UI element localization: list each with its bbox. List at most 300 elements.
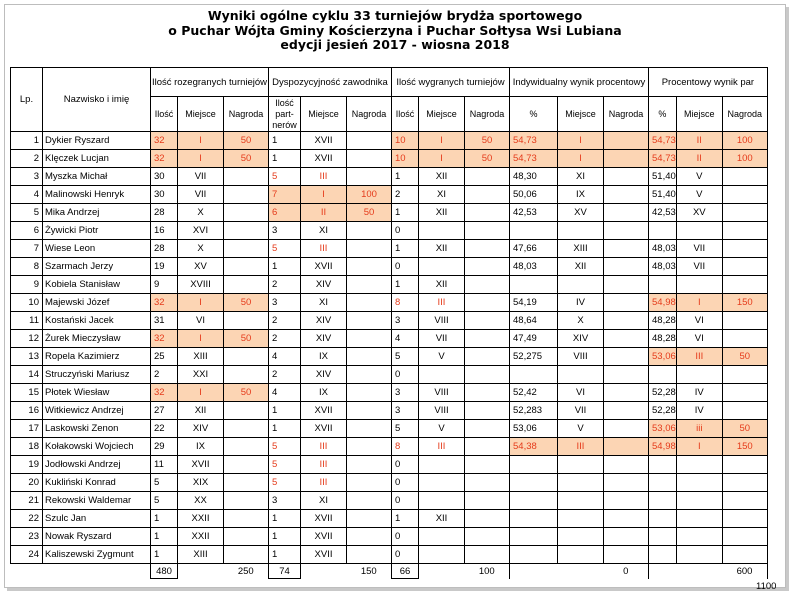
header-pair-percent: % — [649, 97, 677, 132]
cell-won-prize — [465, 330, 510, 348]
cell-avail-prize — [347, 150, 392, 168]
cell-pair-place — [676, 546, 722, 564]
cell-won-prize — [465, 258, 510, 276]
cell-pair-place — [676, 492, 722, 510]
cell-played-place: XX — [178, 492, 224, 510]
cell-won-place: XI — [419, 186, 465, 204]
cell-played: 30 — [151, 168, 178, 186]
cell-pair-place: VI — [676, 330, 722, 348]
cell-ind-pct — [510, 492, 558, 510]
cell-avail-place: XI — [301, 492, 347, 510]
cell-won-prize — [465, 240, 510, 258]
cell-avail-prize: 50 — [347, 204, 392, 222]
cell-ind-prize — [604, 456, 649, 474]
cell-ind-pct — [510, 474, 558, 492]
cell-pair-place: VII — [676, 258, 722, 276]
cell-ind-prize — [604, 168, 649, 186]
cell-played: 28 — [151, 204, 178, 222]
cell-pair-pct — [649, 492, 677, 510]
cell-ind-pct: 48,30 — [510, 168, 558, 186]
cell-pair-prize — [722, 258, 767, 276]
cell-won: 1 — [392, 510, 419, 528]
cell-name: Laskowski Zenon — [43, 420, 151, 438]
cell-won: 0 — [392, 222, 419, 240]
cell-avail-place: XVII — [301, 546, 347, 564]
cell-ind-prize — [604, 366, 649, 384]
cell-pair-place: VII — [676, 240, 722, 258]
cell-avail-prize — [347, 294, 392, 312]
cell-played-place: XVIII — [178, 276, 224, 294]
cell-pair-place: I — [676, 438, 722, 456]
cell-played-place: XIII — [178, 348, 224, 366]
cell-ind-place: IX — [558, 186, 604, 204]
cell-played: 32 — [151, 384, 178, 402]
cell-name: Dykier Ryszard — [43, 132, 151, 150]
cell-avail-place: XVII — [301, 132, 347, 150]
cell-ind-prize — [604, 222, 649, 240]
cell-pair-place — [676, 474, 722, 492]
cell-won: 2 — [392, 186, 419, 204]
cell-partners: 2 — [269, 276, 301, 294]
cell-won-prize — [465, 348, 510, 366]
cell-played: 16 — [151, 222, 178, 240]
cell-lp: 21 — [11, 492, 43, 510]
cell-played: 25 — [151, 348, 178, 366]
cell-played-prize — [224, 474, 269, 492]
cell-avail-place: XVII — [301, 258, 347, 276]
cell-played-place: XXII — [178, 510, 224, 528]
cell-avail-place: II — [301, 204, 347, 222]
cell-pair-prize: 50 — [722, 348, 767, 366]
table-row — [11, 546, 768, 564]
cell-lp: 7 — [11, 240, 43, 258]
title-line-1: Wyniki ogólne cyklu 33 turniejów brydża sportowego — [207, 8, 583, 23]
cell-lp: 23 — [11, 528, 43, 546]
cell-ind-pct — [510, 366, 558, 384]
cell-ind-pct: 52,42 — [510, 384, 558, 402]
header-ind-percent: % — [510, 97, 558, 132]
cell-ind-prize — [604, 204, 649, 222]
cell-played-place: I — [178, 384, 224, 402]
cell-partners: 6 — [269, 204, 301, 222]
cell-won: 1 — [392, 168, 419, 186]
header-avail-prize: Nagroda — [347, 97, 392, 132]
table-row — [11, 294, 768, 312]
table-row — [11, 492, 768, 510]
cell-partners: 1 — [269, 510, 301, 528]
cell-partners: 1 — [269, 528, 301, 546]
cell-ind-pct — [510, 222, 558, 240]
table-row — [11, 528, 768, 546]
cell-partners: 1 — [269, 150, 301, 168]
cell-lp: 16 — [11, 402, 43, 420]
cell-pair-pct: 48,28 — [649, 312, 677, 330]
results-sheet — [4, 4, 786, 592]
cell-played-place: XXI — [178, 366, 224, 384]
cell-pair-pct: 51,40 — [649, 168, 677, 186]
cell-played-place: IX — [178, 438, 224, 456]
results-table — [10, 67, 768, 579]
header-pair-prize: Nagroda — [722, 97, 767, 132]
cell-lp: 5 — [11, 204, 43, 222]
table-row — [11, 312, 768, 330]
cell-won-prize — [465, 546, 510, 564]
cell-ind-prize — [604, 150, 649, 168]
cell-won-place — [419, 546, 465, 564]
cell-won-place: XII — [419, 240, 465, 258]
header-lp: Lp. — [11, 68, 43, 132]
cell-avail-place: III — [301, 438, 347, 456]
cell-played-prize — [224, 528, 269, 546]
cell-partners: 5 — [269, 438, 301, 456]
cell-played-place: X — [178, 240, 224, 258]
cell-played-prize — [224, 366, 269, 384]
cell-won-place: XII — [419, 168, 465, 186]
cell-won-place: III — [419, 438, 465, 456]
table-row — [11, 438, 768, 456]
cell-lp: 11 — [11, 312, 43, 330]
table-row — [11, 186, 768, 204]
cell-pair-place: V — [676, 186, 722, 204]
cell-pair-prize — [722, 204, 767, 222]
cell-ind-pct: 47,49 — [510, 330, 558, 348]
cell-ind-prize — [604, 312, 649, 330]
cell-won: 3 — [392, 402, 419, 420]
cell-won-place: XII — [419, 276, 465, 294]
cell-won-prize — [465, 276, 510, 294]
cell-pair-place — [676, 528, 722, 546]
cell-won-place — [419, 222, 465, 240]
cell-played-place: XIV — [178, 420, 224, 438]
cell-played-place: VII — [178, 168, 224, 186]
cell-ind-prize — [604, 294, 649, 312]
cell-ind-prize — [604, 258, 649, 276]
cell-partners: 2 — [269, 366, 301, 384]
cell-avail-place: III — [301, 168, 347, 186]
cell-lp: 18 — [11, 438, 43, 456]
cell-played-prize — [224, 510, 269, 528]
cell-lp: 4 — [11, 186, 43, 204]
cell-lp: 9 — [11, 276, 43, 294]
cell-won: 8 — [392, 294, 419, 312]
cell-pair-prize: 50 — [722, 420, 767, 438]
cell-ind-place: I — [558, 150, 604, 168]
cell-name: Rekowski Waldemar — [43, 492, 151, 510]
cell-avail-prize — [347, 168, 392, 186]
cell-lp: 1 — [11, 132, 43, 150]
cell-partners: 1 — [269, 258, 301, 276]
cell-ind-pct: 54,73 — [510, 150, 558, 168]
table-row — [11, 132, 768, 150]
total-partners: 74 — [269, 564, 301, 579]
cell-won-place — [419, 456, 465, 474]
header-group-individual: Indywidualny wynik procentowy — [510, 68, 649, 97]
cell-played-place: I — [178, 150, 224, 168]
cell-won-prize — [465, 438, 510, 456]
cell-pair-prize — [722, 186, 767, 204]
cell-played-prize — [224, 258, 269, 276]
cell-ind-place: I — [558, 132, 604, 150]
cell-avail-prize — [347, 366, 392, 384]
cell-pair-prize — [722, 330, 767, 348]
cell-ind-place: XV — [558, 204, 604, 222]
cell-ind-place — [558, 528, 604, 546]
cell-partners: 5 — [269, 456, 301, 474]
cell-pair-prize — [722, 312, 767, 330]
cell-partners: 1 — [269, 402, 301, 420]
cell-won: 0 — [392, 258, 419, 276]
cell-avail-prize — [347, 546, 392, 564]
cell-pair-prize: 150 — [722, 438, 767, 456]
cell-played-place: XIX — [178, 474, 224, 492]
table-row — [11, 420, 768, 438]
cell-played-prize: 50 — [224, 132, 269, 150]
cell-ind-place: IV — [558, 294, 604, 312]
cell-avail-prize — [347, 240, 392, 258]
cell-played: 32 — [151, 294, 178, 312]
cell-played: 30 — [151, 186, 178, 204]
header-pair-place: Miejsce — [676, 97, 722, 132]
cell-name: Kołakowski Wojciech — [43, 438, 151, 456]
cell-won-place: III — [419, 294, 465, 312]
grand-total: 1100 — [756, 581, 777, 592]
cell-pair-pct — [649, 474, 677, 492]
cell-played: 11 — [151, 456, 178, 474]
cell-played-prize: 50 — [224, 384, 269, 402]
cell-name: Kaliszewski Zygmunt — [43, 546, 151, 564]
cell-ind-place: XIV — [558, 330, 604, 348]
cell-partners: 2 — [269, 312, 301, 330]
cell-avail-place: XVII — [301, 402, 347, 420]
cell-ind-prize — [604, 384, 649, 402]
cell-played-place: VI — [178, 312, 224, 330]
cell-played-prize — [224, 186, 269, 204]
header-avail-place: Miejsce — [301, 97, 347, 132]
table-row — [11, 168, 768, 186]
cell-ind-place: VI — [558, 384, 604, 402]
cell-pair-pct: 53,06 — [649, 420, 677, 438]
cell-pair-pct: 54,73 — [649, 132, 677, 150]
cell-lp: 8 — [11, 258, 43, 276]
cell-won: 8 — [392, 438, 419, 456]
cell-pair-place — [676, 456, 722, 474]
cell-name: Struczyński Mariusz — [43, 366, 151, 384]
cell-pair-prize — [722, 492, 767, 510]
cell-played: 29 — [151, 438, 178, 456]
cell-avail-prize — [347, 528, 392, 546]
cell-played-place: XV — [178, 258, 224, 276]
total-avail-prize: 150 — [347, 564, 392, 579]
cell-played: 32 — [151, 330, 178, 348]
cell-played-prize — [224, 168, 269, 186]
cell-won-place — [419, 474, 465, 492]
cell-played: 2 — [151, 366, 178, 384]
cell-lp: 6 — [11, 222, 43, 240]
header-name: Nazwisko i imię — [43, 68, 151, 132]
cell-name: Kostański Jacek — [43, 312, 151, 330]
cell-won: 3 — [392, 312, 419, 330]
cell-pair-place: I — [676, 294, 722, 312]
cell-lp: 19 — [11, 456, 43, 474]
cell-won-prize — [465, 402, 510, 420]
table-row — [11, 384, 768, 402]
cell-name: Majewski Józef — [43, 294, 151, 312]
cell-played: 9 — [151, 276, 178, 294]
cell-played-prize — [224, 420, 269, 438]
cell-won: 5 — [392, 348, 419, 366]
page-title — [5, 9, 785, 53]
cell-played: 1 — [151, 510, 178, 528]
header-ind-prize: Nagroda — [604, 97, 649, 132]
cell-pair-prize — [722, 546, 767, 564]
cell-pair-place: IV — [676, 402, 722, 420]
header-ind-place: Miejsce — [558, 97, 604, 132]
cell-pair-pct — [649, 528, 677, 546]
cell-pair-prize — [722, 222, 767, 240]
cell-lp: 24 — [11, 546, 43, 564]
cell-won-prize — [465, 420, 510, 438]
cell-ind-pct: 47,66 — [510, 240, 558, 258]
cell-won-place: V — [419, 348, 465, 366]
cell-pair-place — [676, 366, 722, 384]
cell-ind-prize — [604, 132, 649, 150]
cell-played: 27 — [151, 402, 178, 420]
header-group-pair: Procentowy wynik par — [649, 68, 768, 97]
cell-played: 31 — [151, 312, 178, 330]
total-pair-prize: 600 — [722, 564, 767, 579]
cell-played: 19 — [151, 258, 178, 276]
cell-name: Mika Andrzej — [43, 204, 151, 222]
cell-ind-prize — [604, 528, 649, 546]
cell-played: 22 — [151, 420, 178, 438]
cell-won: 0 — [392, 474, 419, 492]
cell-lp: 2 — [11, 150, 43, 168]
cell-pair-place: XV — [676, 204, 722, 222]
cell-played-prize — [224, 204, 269, 222]
header-partners: Ilość part-nerów — [269, 97, 301, 132]
cell-played-prize — [224, 438, 269, 456]
cell-pair-pct: 48,03 — [649, 258, 677, 276]
table-row — [11, 510, 768, 528]
cell-pair-place: iii — [676, 420, 722, 438]
cell-pair-prize — [722, 240, 767, 258]
header-won-place: Miejsce — [419, 97, 465, 132]
cell-pair-prize — [722, 456, 767, 474]
cell-pair-pct: 52,28 — [649, 402, 677, 420]
cell-ind-prize — [604, 474, 649, 492]
cell-won-prize — [465, 384, 510, 402]
cell-partners: 3 — [269, 222, 301, 240]
cell-avail-place: IX — [301, 384, 347, 402]
cell-ind-place: XII — [558, 258, 604, 276]
cell-partners: 3 — [269, 492, 301, 510]
cell-ind-pct — [510, 456, 558, 474]
cell-lp: 12 — [11, 330, 43, 348]
cell-pair-prize — [722, 510, 767, 528]
title-line-2: o Puchar Wójta Gminy Kościerzyna i Puchar Sołtysa Wsi Lubiana — [168, 22, 622, 38]
cell-name: Jodłowski Andrzej — [43, 456, 151, 474]
cell-ind-prize — [604, 546, 649, 564]
cell-ind-pct: 54,19 — [510, 294, 558, 312]
cell-ind-prize — [604, 402, 649, 420]
total-won: 66 — [392, 564, 419, 579]
cell-won-place: VIII — [419, 402, 465, 420]
table-row — [11, 348, 768, 366]
table-row — [11, 474, 768, 492]
cell-pair-place: II — [676, 132, 722, 150]
cell-avail-place: XI — [301, 294, 347, 312]
cell-won-place: I — [419, 132, 465, 150]
cell-won-prize: 50 — [465, 150, 510, 168]
cell-played-prize: 50 — [224, 294, 269, 312]
cell-played-prize — [224, 492, 269, 510]
table-row — [11, 276, 768, 294]
cell-ind-place — [558, 366, 604, 384]
cell-won: 1 — [392, 204, 419, 222]
header-group-won: Ilość wygranych turniejów — [392, 68, 510, 97]
cell-played: 1 — [151, 546, 178, 564]
cell-ind-pct — [510, 276, 558, 294]
cell-lp: 22 — [11, 510, 43, 528]
cell-partners: 2 — [269, 330, 301, 348]
cell-played-place: XII — [178, 402, 224, 420]
cell-won: 1 — [392, 276, 419, 294]
cell-played-prize — [224, 240, 269, 258]
cell-ind-place — [558, 456, 604, 474]
cell-won-prize — [465, 474, 510, 492]
cell-won: 0 — [392, 492, 419, 510]
cell-name: Płotek Wiesław — [43, 384, 151, 402]
cell-name: Wiese Leon — [43, 240, 151, 258]
cell-avail-prize — [347, 492, 392, 510]
cell-played-prize — [224, 456, 269, 474]
cell-ind-pct: 52,283 — [510, 402, 558, 420]
cell-pair-prize: 100 — [722, 150, 767, 168]
cell-avail-place: XIV — [301, 312, 347, 330]
cell-ind-pct: 48,03 — [510, 258, 558, 276]
header-group-played: Ilość rozegranych turniejów — [151, 68, 269, 97]
cell-pair-pct: 54,98 — [649, 438, 677, 456]
cell-ind-place — [558, 276, 604, 294]
cell-won-prize — [465, 294, 510, 312]
cell-pair-pct — [649, 366, 677, 384]
cell-pair-place — [676, 276, 722, 294]
cell-played-place: X — [178, 204, 224, 222]
header-played-prize: Nagroda — [224, 97, 269, 132]
cell-name: Malinowski Henryk — [43, 186, 151, 204]
cell-lp: 3 — [11, 168, 43, 186]
table-row — [11, 150, 768, 168]
cell-name: Żywicki Piotr — [43, 222, 151, 240]
cell-won-place: VII — [419, 330, 465, 348]
cell-avail-prize — [347, 312, 392, 330]
cell-won: 1 — [392, 240, 419, 258]
cell-pair-place — [676, 222, 722, 240]
cell-ind-place — [558, 546, 604, 564]
cell-avail-place: III — [301, 474, 347, 492]
table-row — [11, 204, 768, 222]
cell-pair-place: V — [676, 168, 722, 186]
cell-ind-pct: 50,06 — [510, 186, 558, 204]
cell-played-place: XVI — [178, 222, 224, 240]
table-row — [11, 330, 768, 348]
cell-ind-place — [558, 492, 604, 510]
cell-pair-pct — [649, 456, 677, 474]
cell-ind-pct — [510, 546, 558, 564]
cell-name: Kukliński Konrad — [43, 474, 151, 492]
cell-pair-place: II — [676, 150, 722, 168]
cell-won-place: V — [419, 420, 465, 438]
